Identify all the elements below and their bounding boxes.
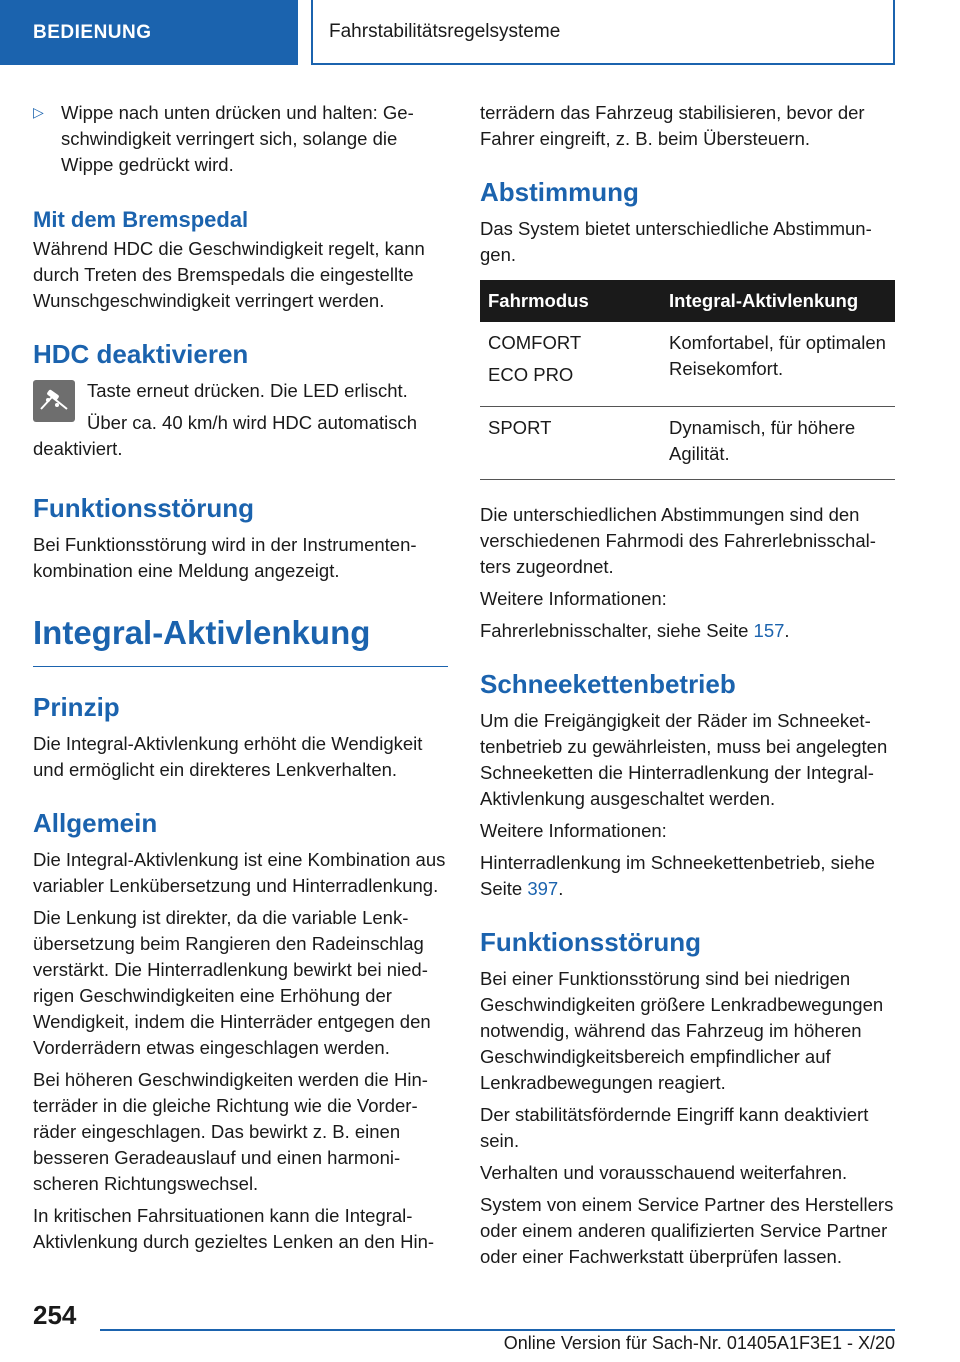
reference-end: . [784,620,790,641]
table-header-row [480,280,895,322]
paragraph-fault-1: Bei einer Funktionsstörung sind bei niedrigen Geschwindigkeiten größere Lenkradbewegungen notwendig, während das Fahrzeug im höheren Geschwindigkeitsbereich empfindlicher auf Lenkradbewegungen reagiert. [480,968,884,1093]
paragraph-reference-2 [480,850,895,902]
heading-snow-chains: Schneekettenbetrieb [480,669,736,699]
paragraph-fault-3: Verhalten und vorausschauend weiterfahren. [480,1162,848,1183]
paragraph-reference-1 [480,618,895,644]
paragraph-fault-4: System von einem Service Partner des Herstellers oder einem anderen qualifizierten Service Partner oder einer Fachwerkstatt überprüfen lassen. [480,1194,894,1267]
heading-fault-steering: Funktionsstörung [480,927,701,957]
tuning-table [480,280,895,480]
paragraph-continued: terrädern das Fahrzeug stabilisieren, bevor der Fahrer eingreift, z. B. beim Übersteuern. [480,102,865,149]
table-header-mode: Fahrmodus [480,280,661,322]
header-section-label: BEDIENUNG [33,21,152,43]
table-row [480,407,895,480]
paragraph-hdc-off-1: Taste erneut drücken. Die LED erlischt. [87,380,408,401]
heading-hdc-deactivate: HDC deaktivieren [33,339,249,369]
footer-version-text: Online Version für Sach-Nr. 01405A1F3E1 - X/20 [503,1333,895,1353]
table-row [480,322,895,407]
paragraph-principle: Die Integral-Aktivlenkung erhöht die Wendigkeit und ermöglicht ein direkteres Lenkverhalten. [33,733,423,780]
paragraph-more-info-1: Weitere Informationen: [480,588,667,609]
heading-fault-hdc: Funktionsstörung [33,493,254,523]
heading-principle: Prinzip [33,692,120,722]
heading-brake-pedal: Mit dem Bremspedal [33,207,249,232]
paragraph-hdc-off-2: Über ca. 40 km/h wird HDC automatisch deaktiviert. [33,412,418,459]
page-number: 254 [33,1300,77,1330]
paragraph-tuning: Das System bietet unterschiedliche Abstimmungen. [480,218,872,265]
footer-divider [100,1329,895,1331]
header-section-tab [0,0,298,65]
paragraph-snow: Um die Freigängigkeit der Räder im Schneekettenbetrieb zu gewährleisten, muss bei angelegten Schneeketten die Hinterradlenkung der Integral-Aktivlenkung ausgeschaltet werden. [480,710,888,809]
header-chapter-tab [311,0,895,65]
hdc-instruction [33,378,448,468]
paragraph-modes: Die unterschiedlichen Abstimmungen sind den verschiedenen Fahrmodi des Fahrerlebnisschalters zugeordnet. [480,504,876,577]
page-link-397[interactable]: 397 [527,878,559,899]
page-link-157[interactable]: 157 [753,620,785,641]
paragraph-fault-hdc: Bei Funktionsstörung wird in der Instrumentenkombination eine Meldung angezeigt. [33,534,417,581]
paragraph-brake: Während HDC die Geschwindigkeit regelt, kann durch Treten des Bremspedals die eingestellte Wunschgeschwindigkeit verringert werden. [33,238,425,311]
chapter-title: Integral-Aktivlenkung [33,612,448,667]
paragraph-more-info-2: Weitere Informationen: [480,820,667,841]
left-column [33,100,448,1261]
bullet-text: Wippe nach unten drücken und halten: Geschwindigkeit verringert sich, solange die Wippe gedrückt wird. [61,102,414,175]
mode-comfort: COMFORT [488,332,582,353]
table-cell-desc: Komfortabel, für optimalen Reisekomfort. [661,322,895,407]
paragraph-fault-2: Der stabilitätsfördernde Eingriff kann deaktiviert sein. [480,1104,869,1151]
paragraph-general-2: Die Lenkung ist direkter, da die variable Lenkübersetzung beim Rangieren den Radeinschlag verstärkt. Die Hinterradlenkung bewirkt bei niedrigen Geschwindigkeiten eine Erhöhung der Wendigkeit, indem die Hinterräder entgegen den Vorderrädern etwas eingeschlagen werden. [33,907,431,1058]
table-header-steering: Integral-Aktivlenkung [661,280,895,322]
list-item [33,100,448,184]
header-chapter-label: Fahrstabilitätsregelsysteme [329,20,561,42]
paragraph-general-1: Die Integral-Aktivlenkung ist eine Kombination aus variabler Lenkübersetzung und Hinterradlenkung. [33,849,446,896]
triangle-right-outline-icon: ▷ [33,104,44,120]
paragraph-general-4: In kritischen Fahrsituationen kann die Integral-Aktivlenkung durch gezieltes Lenken an den Hin- [33,1205,435,1252]
heading-tuning: Abstimmung [480,177,639,207]
table-cell-desc: Dynamisch, für höhere Agilität. [661,407,895,480]
table-cell-mode: SPORT [480,407,661,480]
heading-general: Allgemein [33,808,158,838]
paragraph-general-3: Bei höheren Geschwindigkeiten werden die Hinterräder in die gleiche Richtung wie die Vorderräder eingeschlagen. Das bewirkt z. B. einen besseren Geradeauslauf und einen harmonischeren Richtungswechsel. [33,1069,428,1194]
reference-text: Fahrerlebnisschalter, siehe Seite [480,620,754,641]
reference-end: . [558,878,564,899]
mode-eco-pro: ECO PRO [488,364,574,385]
right-column [480,100,895,1276]
reference-text: Hinterradlenkung im Schneekettenbetrieb, siehe Seite [480,852,875,899]
table-cell-mode [480,322,661,407]
